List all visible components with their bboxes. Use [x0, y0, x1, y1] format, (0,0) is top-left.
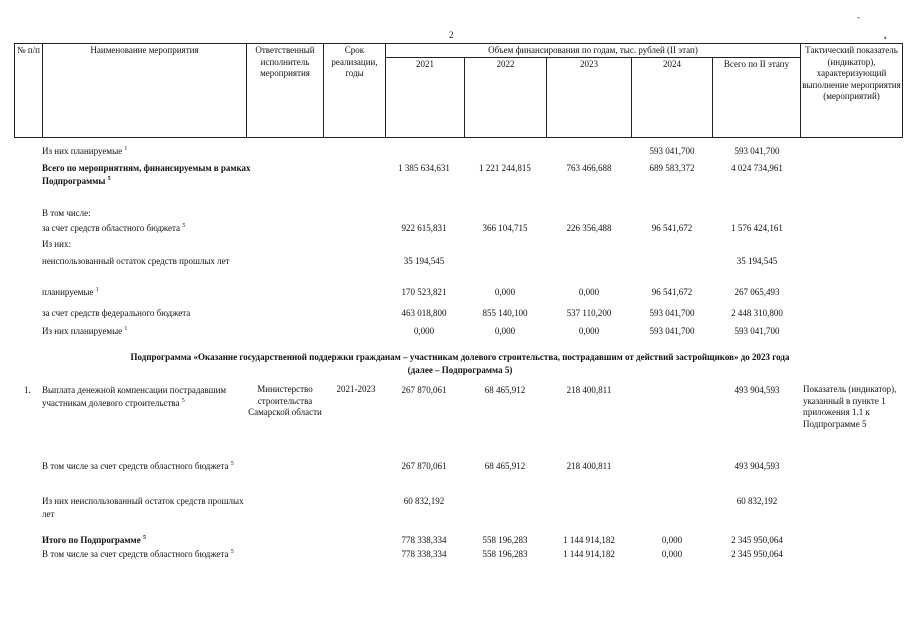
- item-indicator: Показатель (индикатор), указанный в пункте 1 приложения 1.1 к Подпрограмме 5: [803, 384, 897, 429]
- table-row-label: Итого по Подпрограмме $^5$: [42, 535, 146, 545]
- header-year-2021: 2021: [386, 58, 465, 138]
- table-row-v2024: 96 541,672: [651, 287, 693, 297]
- table-row-label: неиспользованный остаток средств прошлых лет: [42, 256, 230, 266]
- table-row-total: 2 345 950,064: [731, 535, 783, 545]
- scan-mark: -: [857, 12, 860, 22]
- table-row-total: 267 065,493: [734, 287, 780, 297]
- table-row-v2021: 463 018,800: [401, 308, 447, 318]
- table-row-v2024: 0,000: [661, 535, 683, 545]
- footnote-ref: 5: [181, 397, 185, 404]
- table-row-label: Из них планируемые $^1$: [42, 326, 128, 336]
- table-row-v2023: 226 356,488: [566, 223, 612, 233]
- item-responsible: Министерство строительства Самарской области: [248, 384, 322, 417]
- table-row-total: 4 024 734,961: [731, 163, 783, 173]
- footnote-ref: 5: [142, 535, 146, 541]
- table-row-v2024: 593 041,700: [649, 308, 695, 318]
- table-row-v2021: 778 338,334: [401, 549, 447, 559]
- footnote-ref: 1: [95, 287, 99, 293]
- item-row-v2022: 68 465,912: [484, 385, 526, 395]
- table-row-v2024: 689 583,372: [649, 163, 695, 173]
- header-num: № п/п: [15, 44, 43, 138]
- table-row-v2022: 366 104,715: [482, 223, 528, 233]
- table-row-v2022: 558 196,283: [482, 535, 528, 545]
- scan-mark: ▪: [884, 34, 887, 42]
- table-row-v2021: 0,000: [413, 326, 435, 336]
- subprogram-title-line2: (далее – Подпрограмма 5): [407, 364, 513, 375]
- table-row-total: 493 904,593: [734, 461, 780, 471]
- subprogram-title-line1: Подпрограмма «Оказание государственной поддержки гражданам – участникам долевого строительства, пострадавшим от действий застройщиков» до 2023 года: [130, 352, 790, 362]
- table-row-v2023: 537 110,200: [566, 308, 612, 318]
- table-row-v2023: 218 400,811: [566, 461, 612, 471]
- table-row-label: Из них неиспользованный остаток средств прошлых лет: [42, 496, 244, 519]
- item-number: 1.: [24, 385, 31, 395]
- table-row-v2024: 96 541,672: [651, 223, 693, 233]
- table-row-total: 60 832,192: [736, 496, 778, 506]
- table-row-v2022: 855 140,100: [482, 308, 528, 318]
- footnote-ref: 5: [107, 175, 111, 182]
- header-indicator: Тактический показатель (индикатор), характеризующий выполнение мероприятия (мероприятий): [801, 44, 903, 138]
- table-row-v2022: 1 221 244,815: [479, 163, 531, 173]
- table-row-total: 1 576 424,161: [731, 223, 783, 233]
- header-year-2023: 2023: [547, 58, 632, 138]
- table-row-v2021: 267 870,061: [401, 461, 447, 471]
- header-year-2024: 2024: [632, 58, 713, 138]
- table-row-v2022: 0,000: [494, 326, 516, 336]
- table-row-label: Из них:: [42, 239, 71, 249]
- table-row-v2024: 0,000: [661, 549, 683, 559]
- table-row-v2021: 60 832,192: [403, 496, 445, 506]
- table-row-total: 593 041,700: [734, 326, 780, 336]
- table-row-label: Всего по мероприятиям, финансируемым в рамках Подпрограммы $^5$: [42, 163, 251, 186]
- table-row-v2024: 593 041,700: [649, 146, 695, 156]
- header-name: Наименование мероприятия: [43, 44, 247, 138]
- table-row-total: 2 345 950,064: [731, 549, 783, 559]
- table-row-v2023: 0,000: [578, 326, 600, 336]
- table-row-v2023: 1 144 914,182: [563, 535, 615, 545]
- table-row-v2021: 170 523,821: [401, 287, 447, 297]
- item-term: 2021-2023: [336, 384, 376, 394]
- table-row-v2021: 922 615,831: [401, 223, 447, 233]
- footnote-ref: 5: [182, 223, 186, 229]
- table-row-v2022: 0,000: [494, 287, 516, 297]
- table-row-v2022: 68 465,912: [484, 461, 526, 471]
- table-row-v2023: 0,000: [578, 287, 600, 297]
- table-row-label: планируемые $^1$: [42, 287, 99, 297]
- item-row-label: Выплата денежной компенсации пострадавшим участникам долевого строительства $^5$: [42, 385, 227, 408]
- table-row-v2021: 35 194,545: [403, 256, 445, 266]
- item-row-total: 493 904,593: [734, 385, 780, 395]
- header-year-2022: 2022: [465, 58, 547, 138]
- table-row-total: 35 194,545: [736, 256, 778, 266]
- table-row-v2021: 1 385 634,631: [398, 163, 450, 173]
- subprogram-title: [40, 351, 880, 376]
- header-total: Всего по II этапу: [713, 58, 801, 138]
- header-term: Срок реализации, годы: [324, 44, 386, 138]
- table-row-label: за счет средств федерального бюджета: [42, 308, 191, 318]
- table-row-total: 2 448 310,800: [731, 308, 783, 318]
- table-row-v2022: 558 196,283: [482, 549, 528, 559]
- table-row-label: В том числе:: [42, 208, 91, 218]
- table-row-label: Из них планируемые $^1$: [42, 146, 128, 156]
- page-number: 2: [449, 30, 454, 40]
- item-row-v2023: 218 400,811: [566, 385, 612, 395]
- footnote-ref: 5: [230, 461, 234, 467]
- table-row-v2021: 778 338,334: [401, 535, 447, 545]
- table-row-label: В том числе за счет средств областного бюджета $^5$: [42, 461, 234, 471]
- footnote-ref: 5: [230, 549, 234, 555]
- table-row-total: 593 041,700: [734, 146, 780, 156]
- item-row-v2021: 267 870,061: [401, 385, 447, 395]
- footnote-ref: 1: [124, 326, 128, 332]
- header-financing: Объем финансирования по годам, тыс. рублей (II этап): [386, 44, 801, 58]
- table-row-label: В том числе за счет средств областного бюджета $^5$: [42, 549, 234, 559]
- table-row-v2023: 763 466,688: [566, 163, 612, 173]
- table-row-v2023: 1 144 914,182: [563, 549, 615, 559]
- header-responsible: Ответственный исполнитель мероприятия: [247, 44, 324, 138]
- table-row-label: за счет средств областного бюджета $^5$: [42, 223, 186, 233]
- table-row-v2024: 593 041,700: [649, 326, 695, 336]
- footnote-ref: 1: [124, 146, 128, 152]
